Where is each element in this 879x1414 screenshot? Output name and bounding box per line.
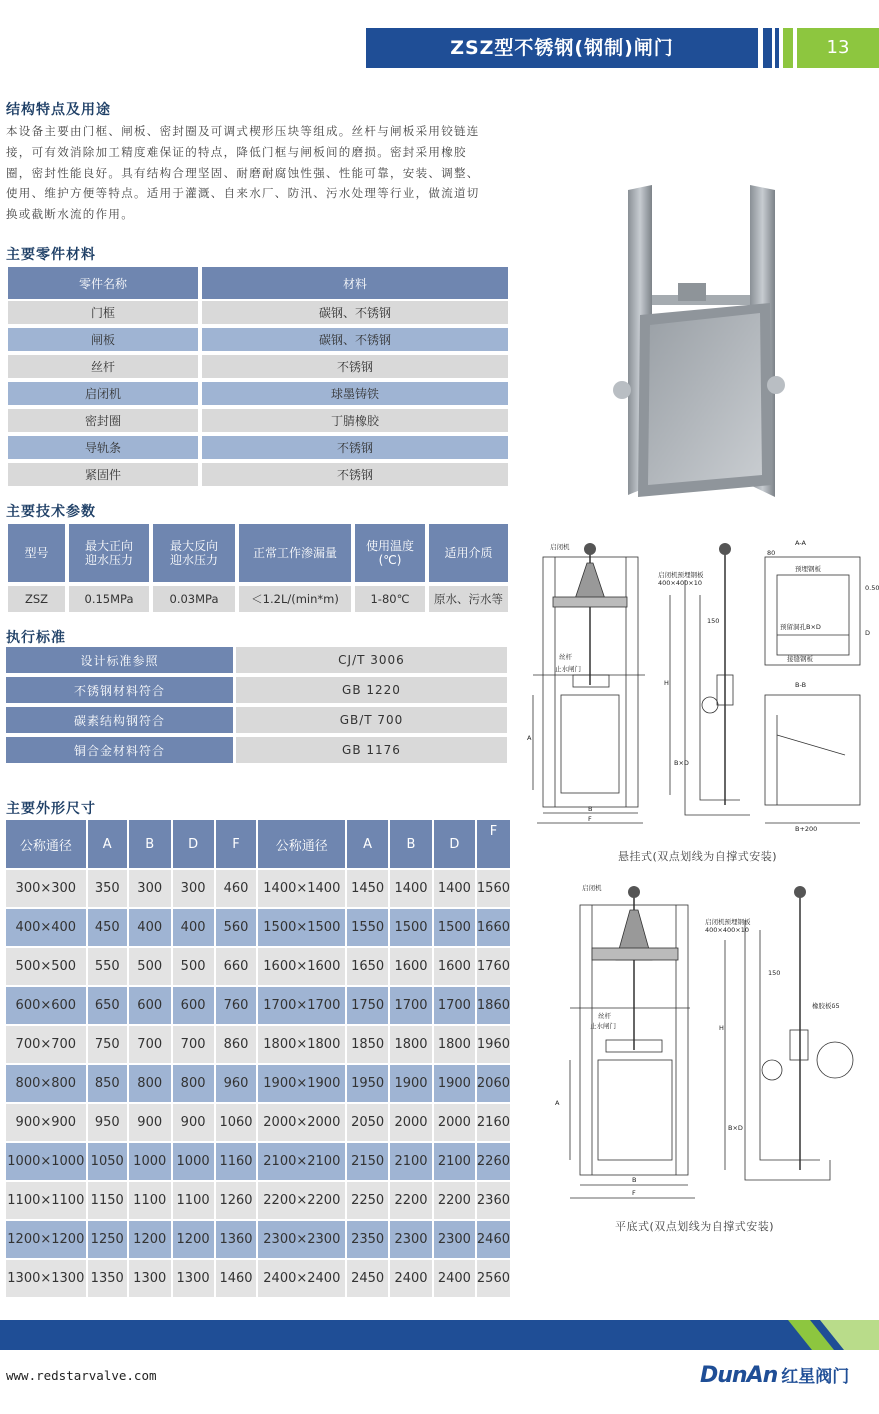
drawing-label: B×D bbox=[728, 1124, 743, 1132]
nominal-size-cell: 1200×1200 bbox=[6, 1221, 88, 1260]
part-name: 门框 bbox=[6, 301, 200, 328]
nominal-size-cell: 2400×2400 bbox=[258, 1260, 347, 1299]
part-material: 碳钢、不锈钢 bbox=[200, 301, 510, 328]
table-row bbox=[6, 647, 510, 677]
dimension-cell: 800 bbox=[129, 1065, 173, 1104]
table-header: 公称通径 bbox=[6, 820, 88, 870]
nominal-size-cell: 600×600 bbox=[6, 987, 88, 1026]
drawing-label: 橡胶板δ5 bbox=[812, 1002, 840, 1010]
dimensions-table bbox=[6, 820, 510, 1299]
dimension-cell: 2400 bbox=[390, 1260, 434, 1299]
drawing-label: F bbox=[632, 1189, 636, 1197]
nominal-size-cell: 900×900 bbox=[6, 1104, 88, 1143]
table-header: 型号 bbox=[6, 522, 67, 584]
nominal-size-cell: 2300×2300 bbox=[258, 1221, 347, 1260]
dimension-cell: 1060 bbox=[216, 1104, 259, 1143]
standard-value: GB 1176 bbox=[236, 737, 510, 767]
part-name: 丝杆 bbox=[6, 355, 200, 382]
dimension-cell: 2000 bbox=[434, 1104, 477, 1143]
dimension-cell: 2200 bbox=[390, 1182, 434, 1221]
drawing-label: 启闭机 bbox=[550, 543, 570, 551]
dimension-cell: 1100 bbox=[129, 1182, 173, 1221]
dimension-cell: 1650 bbox=[347, 948, 390, 987]
drawing-label: A bbox=[555, 1099, 560, 1107]
temperature-cell: 1-80℃ bbox=[353, 584, 427, 614]
structure-heading: 结构特点及用途 bbox=[6, 102, 111, 118]
table-header: B bbox=[390, 820, 434, 870]
table-row bbox=[6, 409, 510, 436]
table-row bbox=[6, 1260, 510, 1299]
drawing-label: B bbox=[588, 805, 593, 813]
suspended-type-drawing bbox=[525, 535, 879, 835]
dimension-cell: 1760 bbox=[477, 948, 510, 987]
dimensions-body bbox=[6, 870, 510, 1299]
part-material: 不锈钢 bbox=[200, 463, 510, 490]
nominal-size-cell: 800×800 bbox=[6, 1065, 88, 1104]
dimension-cell: 760 bbox=[216, 987, 259, 1026]
nominal-size-cell: 1300×1300 bbox=[6, 1260, 88, 1299]
table-row bbox=[6, 1104, 510, 1143]
dimension-cell: 600 bbox=[129, 987, 173, 1026]
table-row bbox=[6, 909, 510, 948]
standard-value: CJ/T 3006 bbox=[236, 647, 510, 677]
dimensions-heading: 主要外形尺寸 bbox=[6, 801, 96, 817]
nominal-size-cell: 1000×1000 bbox=[6, 1143, 88, 1182]
dimension-cell: 2300 bbox=[434, 1221, 477, 1260]
dimension-cell: 350 bbox=[88, 870, 129, 909]
dimension-cell: 1400 bbox=[390, 870, 434, 909]
table-row bbox=[6, 301, 510, 328]
nominal-size-cell: 300×300 bbox=[6, 870, 88, 909]
table-header: D bbox=[173, 820, 216, 870]
leakage-cell: ＜1.2L/(min*m) bbox=[237, 584, 353, 614]
params-table bbox=[6, 522, 510, 614]
dimension-cell: 2360 bbox=[477, 1182, 510, 1221]
footer-green-stripes bbox=[780, 1320, 879, 1350]
table-header: F bbox=[477, 820, 510, 870]
drawing-label: 启闭机预埋钢板 bbox=[705, 918, 751, 926]
table-row bbox=[6, 870, 510, 909]
dimension-cell: 1350 bbox=[88, 1260, 129, 1299]
dimension-cell: 700 bbox=[129, 1026, 173, 1065]
drawing-label: 预留洞孔B×D bbox=[780, 623, 821, 631]
dimension-cell: 1150 bbox=[88, 1182, 129, 1221]
dimension-cell: 900 bbox=[129, 1104, 173, 1143]
dimension-cell: 2400 bbox=[434, 1260, 477, 1299]
part-material: 不锈钢 bbox=[200, 436, 510, 463]
structure-line: 使用、维护方便等特点。适用于灌溉、自来水厂、防汛、污水处理等行业，做流道切 bbox=[6, 186, 480, 201]
dimension-cell: 2460 bbox=[477, 1221, 510, 1260]
dimension-cell: 560 bbox=[216, 909, 259, 948]
dimension-cell: 1250 bbox=[88, 1221, 129, 1260]
drawing-label: 预埋钢板 bbox=[795, 565, 821, 573]
standard-label: 不锈钢材料符合 bbox=[6, 677, 236, 707]
table-row bbox=[6, 1182, 510, 1221]
nominal-size-cell: 500×500 bbox=[6, 948, 88, 987]
nominal-size-cell: 2100×2100 bbox=[258, 1143, 347, 1182]
dimension-cell: 1550 bbox=[347, 909, 390, 948]
drawing-label: 150 bbox=[707, 617, 720, 625]
dimension-cell: 960 bbox=[216, 1065, 259, 1104]
dimension-cell: 1160 bbox=[216, 1143, 259, 1182]
table-header: 适用介质 bbox=[427, 522, 510, 584]
nominal-size-cell: 1700×1700 bbox=[258, 987, 347, 1026]
table-header: 最大正向 迎水压力 bbox=[67, 522, 151, 584]
dimension-cell: 300 bbox=[173, 870, 216, 909]
standard-value: GB 1220 bbox=[236, 677, 510, 707]
dimension-cell: 460 bbox=[216, 870, 259, 909]
table-header: 正常工作渗漏量 bbox=[237, 522, 353, 584]
header-stripe-thin bbox=[775, 28, 779, 68]
dimension-cell: 500 bbox=[129, 948, 173, 987]
dimension-cell: 2050 bbox=[347, 1104, 390, 1143]
dimension-cell: 900 bbox=[173, 1104, 216, 1143]
drawing-label: 启闭机 bbox=[582, 884, 602, 892]
dimension-cell: 1600 bbox=[390, 948, 434, 987]
structure-line: 本设备主要由门框、闸板、密封圈及可调式楔形压块等组成。丝杆与闸板采用铰链连 bbox=[6, 124, 480, 138]
table-header-row bbox=[6, 820, 510, 870]
table-row bbox=[6, 436, 510, 463]
table-header: 使用温度 (℃) bbox=[353, 522, 427, 584]
drawing-label: B bbox=[632, 1176, 637, 1184]
drawing-label: H bbox=[664, 679, 669, 687]
table-header: 材料 bbox=[200, 265, 510, 301]
dimension-cell: 1500 bbox=[434, 909, 477, 948]
table-row bbox=[6, 355, 510, 382]
nominal-size-cell: 1500×1500 bbox=[258, 909, 347, 948]
dimension-cell: 1850 bbox=[347, 1026, 390, 1065]
flat-bottom-type-caption: 平底式(双点划线为自撑式安装) bbox=[615, 1220, 775, 1233]
nominal-size-cell: 1800×1800 bbox=[258, 1026, 347, 1065]
dimension-cell: 1750 bbox=[347, 987, 390, 1026]
dimension-cell: 1300 bbox=[129, 1260, 173, 1299]
dimension-cell: 400 bbox=[173, 909, 216, 948]
drawing-label: 150 bbox=[768, 969, 781, 977]
dimension-cell: 1400 bbox=[434, 870, 477, 909]
standard-value: GB/T 700 bbox=[236, 707, 510, 737]
drawing-label: A-A bbox=[795, 539, 806, 547]
drawing-label: B-B bbox=[795, 681, 807, 689]
dimension-cell: 1450 bbox=[347, 870, 390, 909]
footer-url[interactable]: www.redstarvalve.com bbox=[6, 1368, 157, 1383]
part-name: 启闭机 bbox=[6, 382, 200, 409]
materials-heading: 主要零件材料 bbox=[6, 247, 96, 263]
dimension-cell: 1700 bbox=[434, 987, 477, 1026]
header-stripe-green bbox=[783, 28, 793, 68]
drawing-label: 止水闸门 bbox=[590, 1022, 616, 1030]
table-row bbox=[6, 328, 510, 355]
standards-table bbox=[6, 647, 510, 767]
dimension-cell: 1950 bbox=[347, 1065, 390, 1104]
drawing-label: A bbox=[527, 734, 532, 742]
brand-logo bbox=[700, 1362, 849, 1388]
standard-label: 碳素结构钢符合 bbox=[6, 707, 236, 737]
dimension-cell: 2200 bbox=[434, 1182, 477, 1221]
drawing-label: B×D bbox=[674, 759, 689, 767]
params-heading: 主要技术参数 bbox=[6, 504, 96, 520]
dimension-cell: 1300 bbox=[173, 1260, 216, 1299]
drawing-label: D bbox=[865, 629, 871, 637]
page-title: ZSZ型不锈钢(钢制)闸门 bbox=[450, 37, 674, 59]
dimension-cell: 1000 bbox=[173, 1143, 216, 1182]
part-name: 导轨条 bbox=[6, 436, 200, 463]
nominal-size-cell: 400×400 bbox=[6, 909, 88, 948]
dimension-cell: 1860 bbox=[477, 987, 510, 1026]
drawing-label: 80 bbox=[767, 549, 776, 557]
header-stripe-blue bbox=[763, 28, 772, 68]
standard-label: 铜合金材料符合 bbox=[6, 737, 236, 767]
drawing-label: 丝杆 bbox=[559, 653, 572, 661]
dimension-cell: 550 bbox=[88, 948, 129, 987]
dimension-cell: 950 bbox=[88, 1104, 129, 1143]
table-header: D bbox=[434, 820, 477, 870]
table-row bbox=[6, 948, 510, 987]
suspended-type-caption: 悬挂式(双点划线为自撑式安装) bbox=[618, 850, 778, 863]
dimension-cell: 850 bbox=[88, 1065, 129, 1104]
part-name: 密封圈 bbox=[6, 409, 200, 436]
nominal-size-cell: 2000×2000 bbox=[258, 1104, 347, 1143]
dimension-cell: 2150 bbox=[347, 1143, 390, 1182]
drawing-label: 丝杆 bbox=[598, 1012, 611, 1020]
part-material: 不锈钢 bbox=[200, 355, 510, 382]
dimension-cell: 1260 bbox=[216, 1182, 259, 1221]
footer-bar bbox=[0, 1320, 879, 1350]
dimension-cell: 1560 bbox=[477, 870, 510, 909]
dimension-cell: 400 bbox=[129, 909, 173, 948]
table-header: 公称通径 bbox=[258, 820, 347, 870]
materials-table bbox=[6, 265, 510, 490]
table-row bbox=[6, 463, 510, 490]
dimension-cell: 2160 bbox=[477, 1104, 510, 1143]
dimension-cell: 2260 bbox=[477, 1143, 510, 1182]
dimension-cell: 2560 bbox=[477, 1260, 510, 1299]
nominal-size-cell: 1900×1900 bbox=[258, 1065, 347, 1104]
drawing-label: 0.50 bbox=[865, 584, 879, 592]
dimension-cell: 1360 bbox=[216, 1221, 259, 1260]
table-row bbox=[6, 382, 510, 409]
dimension-cell: 300 bbox=[129, 870, 173, 909]
dimension-cell: 2350 bbox=[347, 1221, 390, 1260]
table-row bbox=[6, 737, 510, 767]
table-row bbox=[6, 1143, 510, 1182]
nominal-size-cell: 2200×2200 bbox=[258, 1182, 347, 1221]
table-header: A bbox=[347, 820, 390, 870]
dimension-cell: 800 bbox=[173, 1065, 216, 1104]
table-header: 零件名称 bbox=[6, 265, 200, 301]
table-row bbox=[6, 707, 510, 737]
standard-label: 设计标准参照 bbox=[6, 647, 236, 677]
dimension-cell: 1000 bbox=[129, 1143, 173, 1182]
nominal-size-cell: 1400×1400 bbox=[258, 870, 347, 909]
table-row bbox=[6, 987, 510, 1026]
dimension-cell: 1500 bbox=[390, 909, 434, 948]
dimension-cell: 2100 bbox=[434, 1143, 477, 1182]
table-header: F bbox=[216, 820, 259, 870]
table-header: 最大反向 迎水压力 bbox=[151, 522, 237, 584]
drawing-label: 止水闸门 bbox=[555, 665, 581, 673]
table-row bbox=[6, 677, 510, 707]
part-material: 碳钢、不锈钢 bbox=[200, 328, 510, 355]
dimension-cell: 1200 bbox=[173, 1221, 216, 1260]
drawing-label: 400×400×10 bbox=[705, 926, 749, 934]
nominal-size-cell: 1100×1100 bbox=[6, 1182, 88, 1221]
dimension-cell: 2250 bbox=[347, 1182, 390, 1221]
dimension-cell: 500 bbox=[173, 948, 216, 987]
dimension-cell: 700 bbox=[173, 1026, 216, 1065]
dimension-cell: 1700 bbox=[390, 987, 434, 1026]
dimension-cell: 2300 bbox=[390, 1221, 434, 1260]
nominal-size-cell: 1600×1600 bbox=[258, 948, 347, 987]
dimension-cell: 2450 bbox=[347, 1260, 390, 1299]
table-row bbox=[6, 1026, 510, 1065]
reverse-pressure-cell: 0.03MPa bbox=[151, 584, 237, 614]
structure-paragraph bbox=[6, 121, 510, 225]
nominal-size-cell: 700×700 bbox=[6, 1026, 88, 1065]
dimension-cell: 1100 bbox=[173, 1182, 216, 1221]
dimension-cell: 1600 bbox=[434, 948, 477, 987]
table-header-row bbox=[6, 265, 510, 301]
dimension-cell: 1200 bbox=[129, 1221, 173, 1260]
dimension-cell: 660 bbox=[216, 948, 259, 987]
table-header: B bbox=[129, 820, 173, 870]
dimension-cell: 1900 bbox=[390, 1065, 434, 1104]
flat-bottom-type-drawing bbox=[540, 880, 870, 1210]
table-header: A bbox=[88, 820, 129, 870]
drawing-label: H bbox=[719, 1024, 724, 1032]
drawing-label: 400×400×10 bbox=[658, 579, 702, 587]
model-cell: ZSZ bbox=[6, 584, 67, 614]
drawing-label: F bbox=[588, 815, 592, 823]
part-name: 紧固件 bbox=[6, 463, 200, 490]
medium-cell: 原水、污水等 bbox=[427, 584, 510, 614]
table-header-row bbox=[6, 522, 510, 584]
drawing-label: 接缝钢板 bbox=[787, 655, 813, 663]
structure-line: 换或截断水流的作用。 bbox=[6, 207, 134, 222]
standards-heading: 执行标准 bbox=[6, 630, 66, 646]
page-number: 13 bbox=[797, 28, 879, 68]
logo-latin: DunAn bbox=[700, 1363, 778, 1388]
dimension-cell: 2000 bbox=[390, 1104, 434, 1143]
part-material: 丁腈橡胶 bbox=[200, 409, 510, 436]
dimension-cell: 1460 bbox=[216, 1260, 259, 1299]
dimension-cell: 650 bbox=[88, 987, 129, 1026]
dimension-cell: 1660 bbox=[477, 909, 510, 948]
dimension-cell: 2060 bbox=[477, 1065, 510, 1104]
table-row bbox=[6, 1065, 510, 1104]
structure-line: 圈，密封性能良好。具有结构合理坚固、耐磨耐腐蚀性强、性能可靠，安装、调整、 bbox=[6, 165, 480, 180]
table-row bbox=[6, 1221, 510, 1260]
dimension-cell: 1050 bbox=[88, 1143, 129, 1182]
dimension-cell: 1900 bbox=[434, 1065, 477, 1104]
dimension-cell: 1800 bbox=[390, 1026, 434, 1065]
drawing-label: B+200 bbox=[795, 825, 818, 833]
table-row bbox=[6, 584, 510, 614]
dimension-cell: 1800 bbox=[434, 1026, 477, 1065]
dimension-cell: 600 bbox=[173, 987, 216, 1026]
part-name: 闸板 bbox=[6, 328, 200, 355]
logo-chinese: 红星阀门 bbox=[781, 1367, 850, 1387]
gate-product-photo bbox=[600, 185, 810, 505]
dimension-cell: 450 bbox=[88, 909, 129, 948]
dimension-cell: 750 bbox=[88, 1026, 129, 1065]
dimension-cell: 2100 bbox=[390, 1143, 434, 1182]
dimension-cell: 860 bbox=[216, 1026, 259, 1065]
forward-pressure-cell: 0.15MPa bbox=[67, 584, 151, 614]
drawing-label: 启闭机预埋钢板 bbox=[658, 571, 704, 579]
structure-line: 接，可有效消除加工精度难保证的特点，降低门框与闸板间的磨损。密封采用橡胶 bbox=[6, 144, 467, 159]
part-material: 球墨铸铁 bbox=[200, 382, 510, 409]
dimension-cell: 1960 bbox=[477, 1026, 510, 1065]
